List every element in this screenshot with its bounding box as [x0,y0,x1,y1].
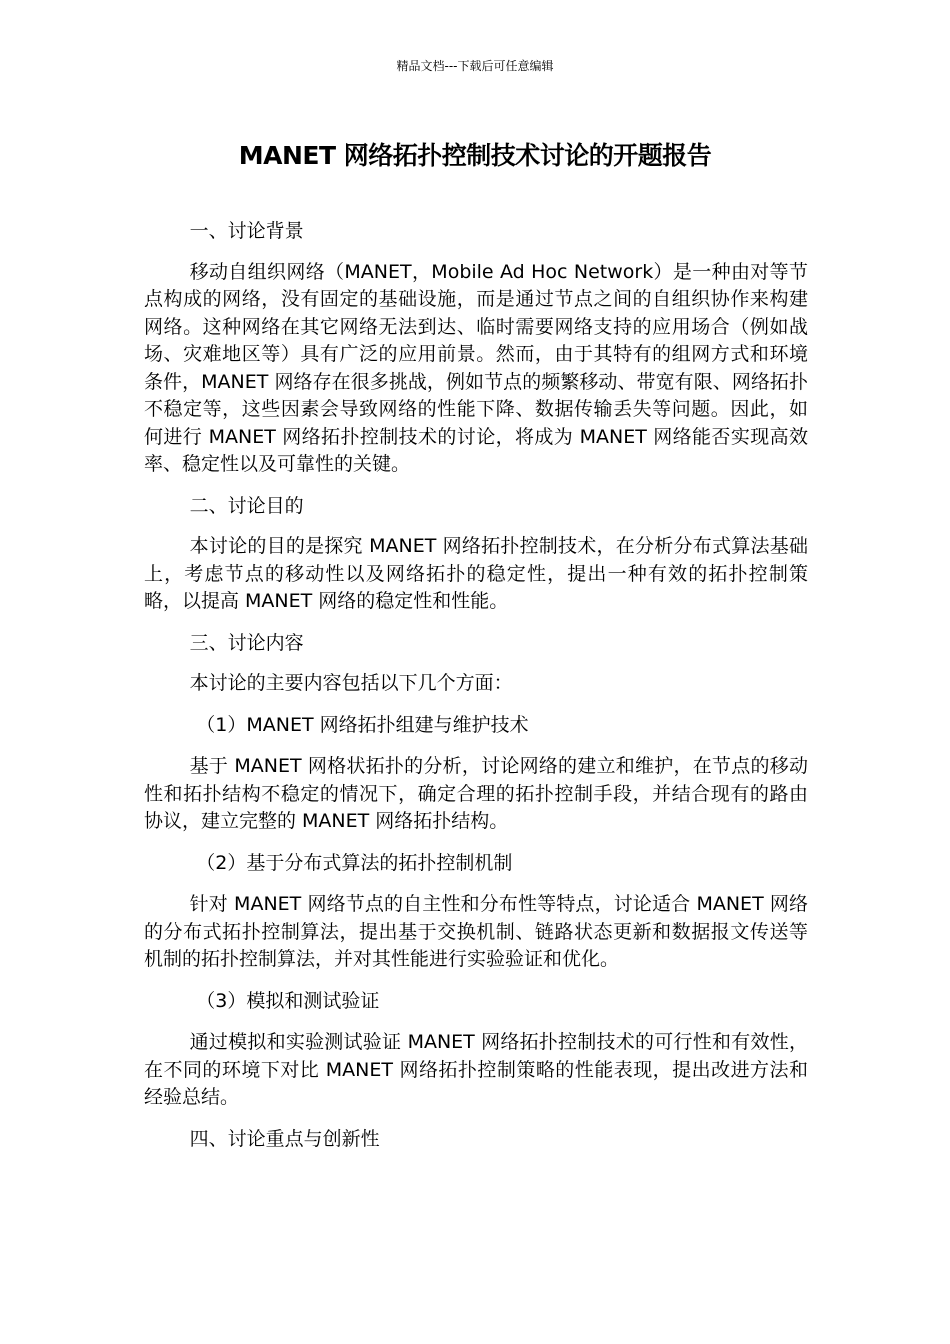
paragraph-distributed-algorithm: 针对 MANET 网络节点的自主性和分布性等特点，讨论适合 MANET 网络的分布式拓扑控制算法，提出基于交换机制、链路状态更新和数据报文传送等机制的拓扑控制算法，并对其性能进行实验验证和优化。 [144,893,808,970]
paragraph-simulation-testing: 通过模拟和实验测试验证 MANET 网络拓扑控制技术的可行性和有效性，在不同的环境下对比 MANET 网络拓扑控制策略的性能表现，提出改进方法和经验总结。 [144,1031,808,1108]
paragraph-topology-building: 基于 MANET 网格状拓扑的分析，讨论网络的建立和维护，在节点的移动性和拓扑结构不稳定的情况下，确定合理的拓扑控制手段，并结合现有的路由协议，建立完整的 MANET 网络拓扑结构。 [144,755,808,832]
paragraph-background: 移动自组织网络（MANET，Mobile Ad Hoc Network）是一种由对等节点构成的网络，没有固定的基础设施，而是通过节点之间的自组织协作来构建网络。这种网络在其它网络无法到达、临时需要网络支持的应用场合（例如战场、灾难地区等）具有广泛的应用前景。然而，由于其特有的组网方式和环境条件，MANET 网络存在很多挑战，例如节点的频繁移动、带宽有限、网络拓扑不稳定等，这些因素会导致网络的性能下降、数据传输丢失等问题。因此，如何进行 MANET 网络拓扑控制技术的讨论，将成为 MANET 网络能否实现高效率、稳定性以及可靠性的关键。 [144,260,808,475]
document-body [144,218,808,1166]
subheading-distributed-algorithm: （2）基于分布式算法的拓扑控制机制 [196,851,513,874]
section-heading-background: 一、讨论背景 [189,220,304,242]
section-heading-content: 三、讨论内容 [189,631,304,654]
section-heading-focus-innovation: 四、讨论重点与创新性 [189,1127,380,1150]
section-heading-purpose: 二、讨论目的 [189,494,304,517]
subheading-simulation-testing: （3）模拟和测试验证 [196,989,380,1012]
page-header-note: 精品文档---下载后可任意编辑 [396,59,554,73]
document-title: MANET 网络拓扑控制技术讨论的开题报告 [238,141,712,170]
paragraph-content-intro: 本讨论的主要内容包括以下几个方面： [189,672,513,694]
paragraph-purpose: 本讨论的目的是探究 MANET 网络拓扑控制技术，在分析分布式算法基础上，考虑节点的移动性以及网络拓扑的稳定性，提出一种有效的拓扑控制策略，以提高 MANET 网络的稳定性和性能。 [144,535,808,612]
subheading-topology-building: （1）MANET 网络拓扑组建与维护技术 [196,713,529,736]
